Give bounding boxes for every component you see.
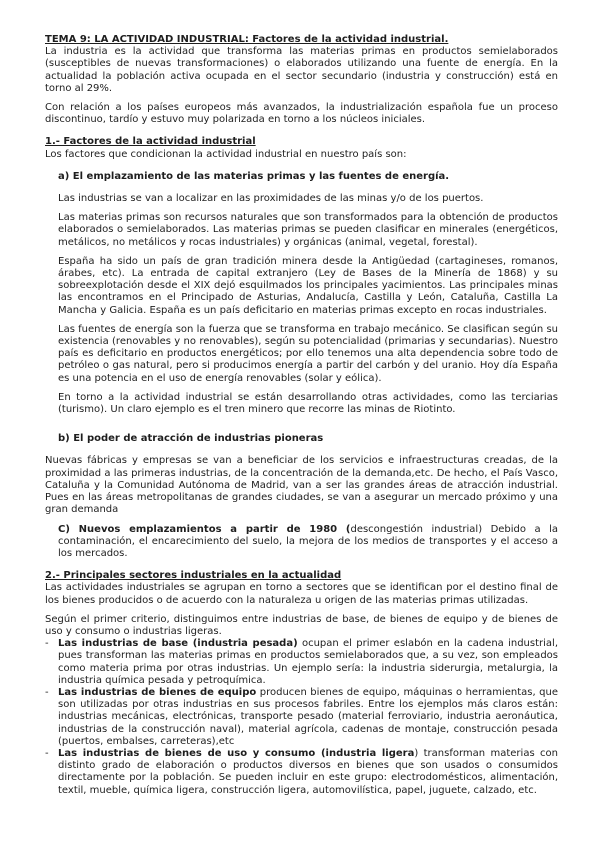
list-item-text: ) transforman materias con distinto grado de elaboración o productos diversos en bienes que son usados o consumidos directamente por la población. Se pueden incluir en este grupo: electrodomésticos, alimentación, textil, mueble, química ligera, construcción ligera, automovilística, papel, juguete, calzado, etc. [58, 747, 558, 796]
list-dash: - [45, 747, 49, 759]
factor-a-paragraph-3: España ha sido un país de gran tradición minera desde la Antigüedad (cartagineses, romanos, árabes, etc). La entrada de capital extranjero (Ley de Bases de la Minería de 1868) y su sobreexplotación desde el XIX dejó esquilmados los principales yacimientos. Las principales minas las encontramos en el Principado de Asturias, Andalucía, Castilla y León, Cataluña, Castilla La Mancha y Galicia. España es un país deficitario en materias primas excepto en rocas industriales. [58, 255, 558, 316]
intro-paragraph-2: Con relación a los países europeos más avanzados, la industrialización española fue un proceso discontinuo, tardío y estuvo muy polarizada en torno a los núcleos iniciales. [45, 102, 558, 126]
list-dash: - [45, 686, 49, 698]
intro-paragraph-1: La industria es la actividad que transforma las materias primas en productos semielaborados (susceptibles de nuevas transformaciones) o elaborados utilizando una fuente de energía. En la actualidad la población activa ocupada en el sector secundario (industria y construcción) está en torno al 29%. [45, 46, 558, 94]
section-1-heading: 1.- Factores de la actividad industrial [45, 136, 256, 148]
section-2-paragraph-2: Según el primer criterio, distinguimos entre industrias de base, de bienes de equipo y de bienes de uso y consumo o industrias ligeras. [45, 613, 558, 637]
list-item-title: Las industrias de bienes de uso y consumo (industria ligera [58, 747, 415, 759]
document-page [45, 34, 558, 797]
factor-a-heading: a) El emplazamiento de las materias primas y las fuentes de energía. [58, 170, 450, 182]
factor-a-paragraph-4: Las fuentes de energía son la fuerza que se transforma en trabajo mecánico. Se clasifican según su existencia (renovables y no renovables), según su potencialidad (primarias y secundarias). Nuestro país es deficitario en productos energéticos; por ello tenemos una alta dependencia sobre todo de petróleo o gas natural, pero si producimos energía a partir del carbón y del uranio. Hoy día España es una potencia en el uso de energía renovables (solar y eólica). [58, 323, 558, 384]
section-2-heading: 2.- Principales sectores industriales en la actualidad [45, 570, 342, 582]
list-item [45, 687, 558, 748]
factor-a-paragraph-1: Las industrias se van a localizar en las proximidades de las minas y/o de los puertos. [58, 193, 484, 205]
section-1-lead: Los factores que condicionan la actividad industrial en nuestro país son: [45, 148, 407, 160]
section-2-paragraph-1: Las actividades industriales se agrupan en torno a sectores que se identifican por el destino final de los bienes producidos o de acuerdo con la naturaleza u origen de las materias primas utilizadas. [45, 582, 558, 606]
list-item [45, 638, 558, 687]
page-title: TEMA 9: LA ACTIVIDAD INDUSTRIAL: Factores de la actividad industrial. [45, 34, 449, 45]
list-item-title: Las industrias de bienes de equipo [58, 686, 257, 698]
factor-b-paragraph: Nuevas fábricas y empresas se van a beneficiar de los servicios e infraestructuras creadas, de la proximidad a las primeras industrias, de la concentración de la demanda,etc. De hecho, el País Vasco, Cataluña y la Comunidad Autónoma de Madrid, van a ser las grandes áreas de atracción industrial. Pues en las áreas metropolitanas de grandes ciudades, se van a asegurar un mercado próximo y una gran demanda [45, 455, 558, 516]
list-item-title: Las industrias de base (industria pesada) [58, 638, 298, 650]
list-item [45, 748, 558, 797]
list-item-text: producen bienes de equipo, máquinas o herramientas, que son utilizadas por otras industrias en sus procesos fabriles. Entre los ejemplos más claros están: industrias mecánicas, electrónicas, transporte pesado (material ferroviario, industria aeronáutica, industrias de la construcción naval), material agrícola, cadenas de montaje, construcción pesada (puertos, embalses, carreteras),etc [58, 686, 559, 747]
factor-a-paragraph-2: Las materias primas son recursos naturales que son transformados para la obtención de productos elaborados o semielaborados. Las materias primas se pueden clasificar en minerales (energéticos, metálicos, no metálicos y rocas industriales) y orgánicas (animal, vegetal, forestal). [58, 212, 558, 248]
factor-a-paragraph-5: En torno a la actividad industrial se están desarrollando otras actividades, como las terciarias (turismo). Un claro ejemplo es el tren minero que recorre las minas de Riotinto. [58, 391, 558, 416]
factor-c-paragraph [58, 524, 558, 561]
factor-c-text: descongestión industrial) Debido a la contaminación, el encarecimiento del suelo, la mejora de los medios de transportes y el acceso a los mercados. [58, 523, 558, 559]
factor-b-heading: b) El poder de atracción de industrias pioneras [58, 433, 324, 445]
list-item-text: ocupan el primer eslabón en la cadena industrial, pues transforman las materias primas en productos semielaborados que, a su vez, son empleados como materia prima por otras industrias. Un ejemplo sería: la industria siderurgia, metalurgia, la industria química pesada y petroquímica. [58, 638, 558, 686]
list-dash: - [45, 638, 49, 650]
factor-c-heading: C) Nuevos emplazamientos a partir de 1980 ( [58, 523, 351, 535]
